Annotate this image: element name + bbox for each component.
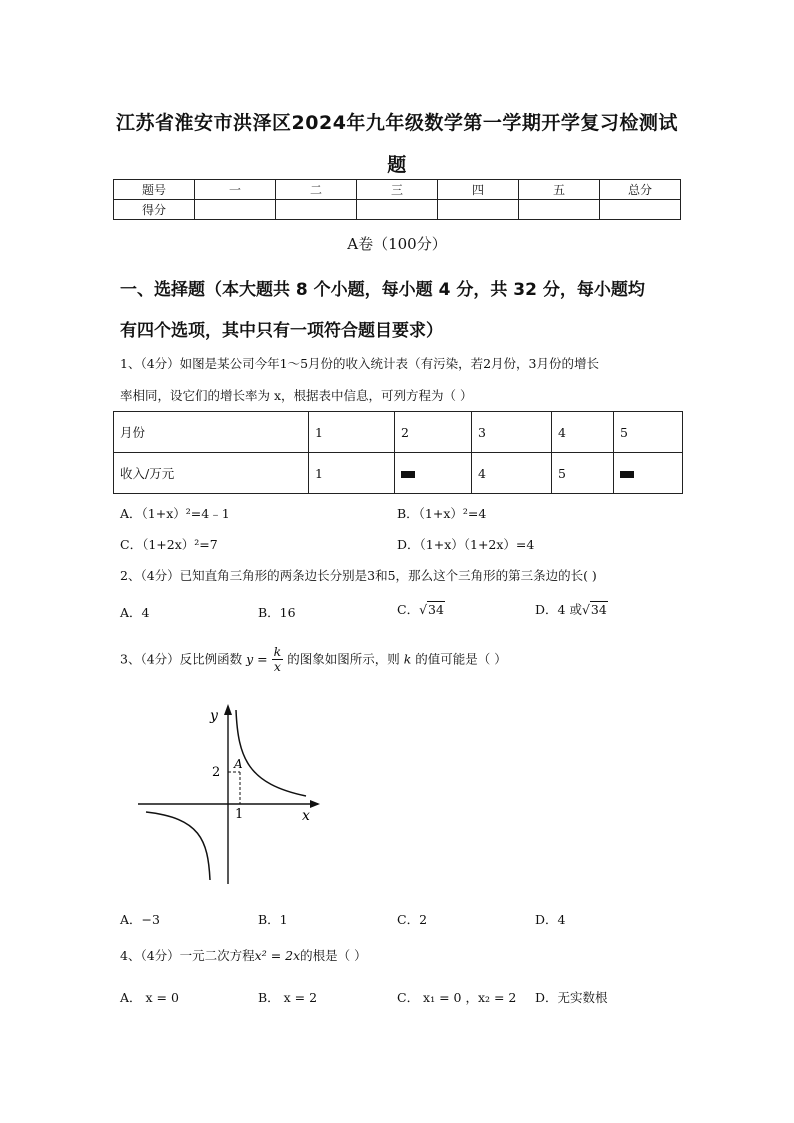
ink-smudge (401, 471, 415, 478)
income-cell: 4 (552, 412, 614, 453)
question-4-option-a[interactable]: A． x = 0 (120, 990, 179, 1005)
income-table-row-month (114, 412, 683, 453)
question-3-option-b[interactable]: B．1 (258, 912, 288, 927)
score-cell (519, 200, 600, 220)
question-4-option-c[interactable]: C． x₁ = 0 ，x₂ = 2 (397, 990, 517, 1005)
question-3-suffix-2: 的值可能是（ ） (415, 651, 507, 667)
score-header-cell: 题号 (114, 180, 195, 200)
question-3-option-a[interactable]: A．−3 (120, 912, 160, 927)
score-table (113, 179, 681, 220)
page-title-continued: 题 (387, 154, 407, 176)
formula-y: y = (246, 651, 268, 667)
ink-smudge (620, 471, 634, 478)
question-2-option-a[interactable]: A．4 (120, 605, 150, 620)
option-d-label: D．4 或 (535, 602, 582, 617)
question-1-option-c[interactable]: C．（1+2x）²=7 (120, 537, 218, 552)
income-cell: 2 (395, 412, 472, 453)
income-cell: 3 (472, 412, 552, 453)
fraction-numerator: k (273, 644, 282, 659)
score-cell (600, 200, 681, 220)
sqrt-symbol: √ (581, 602, 590, 617)
variable-k: k (403, 651, 412, 667)
score-header-cell: 一 (195, 180, 276, 200)
hyperbola-branch-q3 (146, 812, 210, 880)
score-header-cell: 二 (276, 180, 357, 200)
question-1-text: 1、（4分）如图是某公司今年1～5月份的收入统计表（有污染，若2月份，3月份的增长 (120, 356, 599, 371)
score-cell (276, 200, 357, 220)
x-tick-label: 1 (235, 807, 244, 822)
score-header-cell: 五 (519, 180, 600, 200)
question-3-prefix: 3、（4分）反比例函数 (120, 651, 243, 667)
income-cell: 1 (309, 453, 395, 494)
income-cell: 5 (614, 412, 683, 453)
question-2-option-c[interactable] (397, 600, 445, 618)
score-header-cell: 三 (357, 180, 438, 200)
question-4-prefix: 4、（4分）一元二次方程 (120, 948, 255, 963)
paper-label: A卷（100分） (347, 235, 447, 253)
x-axis-label: x (302, 808, 310, 824)
score-row-label: 得分 (114, 200, 195, 220)
income-cell-smudged (395, 453, 472, 494)
sqrt-symbol: √ (419, 602, 428, 617)
hyperbola-branch-q1 (236, 710, 306, 796)
y-axis-label: y (210, 708, 218, 724)
income-cell: 5 (552, 453, 614, 494)
question-1-text-continued: 率相同，设它们的增长率为 x，根据表中信息，可列方程为（ ） (120, 388, 473, 403)
fraction-denominator: x (273, 659, 281, 674)
question-3-suffix: 的图象如图所示，则 (287, 651, 400, 667)
question-2-option-d[interactable] (535, 600, 608, 618)
fraction (272, 645, 284, 674)
score-cell (195, 200, 276, 220)
income-table-row-income (114, 453, 683, 494)
income-cell: 4 (472, 453, 552, 494)
question-3-option-c[interactable]: C．2 (397, 912, 428, 927)
hyperbola-graph (130, 700, 330, 890)
question-2-text: 2、（4分）已知直角三角形的两条边长分别是3和5，那么这个三角形的第三条边的长( ) (120, 568, 597, 583)
point-a-label: A (234, 757, 243, 771)
sqrt-radicand: 34 (590, 602, 607, 617)
income-cell-smudged (614, 453, 683, 494)
income-row-label: 月份 (114, 412, 309, 453)
income-table (113, 411, 683, 494)
y-axis-arrow (224, 704, 232, 715)
score-header-cell: 总分 (600, 180, 681, 200)
sqrt-radicand: 34 (428, 602, 444, 617)
question-4-suffix: 的根是（ ） (300, 948, 367, 963)
income-cell: 1 (309, 412, 395, 453)
question-4-option-d[interactable]: D．无实数根 (535, 990, 608, 1005)
score-cell (438, 200, 519, 220)
section-heading: 一、选择题（本大题共 8 个小题，每小题 4 分，共 32 分，每小题均 (120, 280, 645, 300)
question-1-option-d[interactable]: D．（1+x）（1+2x）=4 (397, 537, 535, 552)
question-3-text (120, 645, 507, 674)
score-header-cell: 四 (438, 180, 519, 200)
question-3-option-d[interactable]: D．4 (535, 912, 566, 927)
option-c-label: C． (397, 602, 420, 617)
question-1-option-b[interactable]: B．（1+x）²=4 (397, 506, 487, 521)
question-2-option-b[interactable]: B．16 (258, 605, 296, 620)
section-heading-continued: 有四个选项，其中只有一项符合题目要求） (120, 321, 443, 341)
score-cell (357, 200, 438, 220)
income-row-label: 收入/万元 (114, 453, 309, 494)
page-title: 江苏省淮安市洪泽区2024年九年级数学第一学期开学复习检测试 (116, 112, 678, 134)
score-table-header-row (114, 180, 681, 200)
y-tick-label: 2 (212, 765, 221, 780)
question-4-option-b[interactable]: B． x = 2 (258, 990, 318, 1005)
x-axis-arrow (310, 800, 320, 808)
question-4-text (120, 946, 367, 964)
score-table-score-row (114, 200, 681, 220)
question-1-option-a[interactable]: A．（1+x）²=4﹣1 (120, 506, 230, 521)
question-4-equation: x² = 2x (254, 948, 301, 963)
